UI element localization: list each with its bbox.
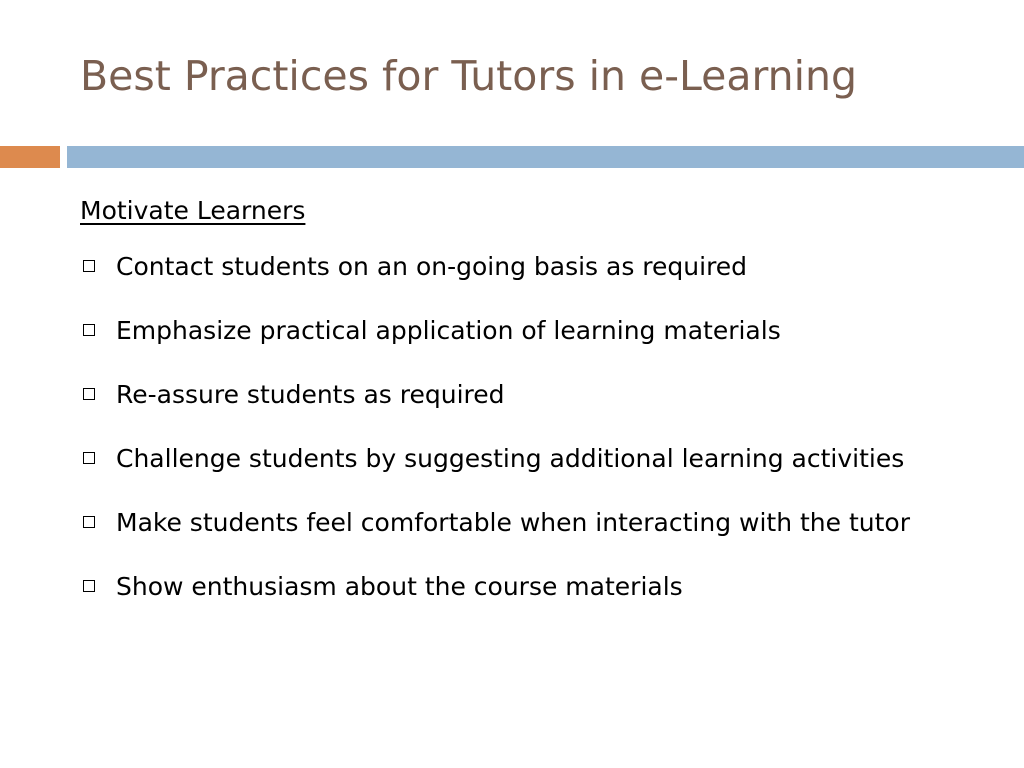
bullet-list (80, 244, 980, 610)
bullet-text: Challenge students by suggesting additional learning activities (116, 444, 905, 473)
section-heading: Motivate Learners (80, 196, 306, 225)
square-bullet-icon (83, 580, 95, 592)
bullet-text: Show enthusiasm about the course materials (116, 572, 683, 601)
slide-content (80, 192, 980, 628)
bullet-text: Emphasize practical application of learning materials (116, 316, 781, 345)
square-bullet-icon (83, 388, 95, 400)
square-bullet-icon (83, 452, 95, 464)
bullet-item (80, 244, 980, 290)
title-divider-bar (67, 146, 1024, 168)
bullet-text: Make students feel comfortable when interacting with the tutor (116, 508, 911, 537)
bullet-item (80, 500, 980, 546)
bullet-item (80, 372, 980, 418)
slide-title: Best Practices for Tutors in e-Learning (80, 52, 858, 100)
bullet-text: Contact students on an on-going basis as required (116, 252, 748, 281)
bullet-item (80, 436, 980, 482)
square-bullet-icon (83, 516, 95, 528)
title-accent-bar (0, 146, 60, 168)
square-bullet-icon (83, 260, 95, 272)
bullet-item (80, 564, 980, 610)
bullet-item (80, 308, 980, 354)
square-bullet-icon (83, 324, 95, 336)
bullet-text: Re-assure students as required (116, 380, 505, 409)
